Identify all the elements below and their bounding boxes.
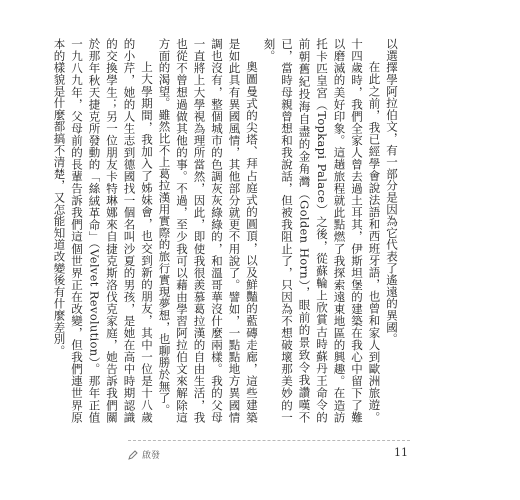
paragraph: 奧圖曼式的尖塔、拜占庭式的圓頂，以及鮮豔的藍磚走廊，這些建築是如此具有異國風情，其他部分就更不用說了。譬如，一點點地方異國情調也沒有，整個城市的色調灰灰綠綠的，和溫哥華沒什麼兩樣。我的父母一直將上大學視為理所當然，因此，即使我很羨慕葛拉漢的自由生活，我也從不曾想過做其他的事。不過，至少我可以藉由學習阿拉伯文來解除這方面的渴望。雖然比不上葛拉漢用實際的旅行實現夢想，也聊勝於無了。 (157, 38, 259, 423)
running-footer (128, 448, 160, 461)
pen-icon (128, 450, 138, 460)
paragraph: 在此之前，我已經學會說法語和西班牙語，也曾和家人到歐洲旅遊。十四歲時，我們全家人曾去過土耳其，伊斯坦堡的建築在我心中留下了難以磨滅的美好印象。這趟旅程就此點燃了我探索遠東地區的興趣。在造訪托卡匹皇宮（Topkapi Palace）之後，從蘇輪上欣賞古時蘇丹王命令的前朝舊紀投海自盡的金角灣（Golden Horn），眼前的景致令我讚嘆不已，當時母親曾想和我說話，但被我阻止了，只因為不想破壞那美妙的一刻。 (262, 38, 382, 423)
section-label: 啟發 (142, 451, 161, 461)
paragraph: 上大學期間，我加入了姊妹會，也交到新的朋友，其中一位是十八歲的小芹，她的人生志到德國找一個名叫沙夏的男孩，是她在高中時期認識的交換學生；另一位朋友卡特琳娜來自捷克斯洛伐克家庭，她告訴我們關於那年秋天捷克所發動的「絲絨革命」（Velvet Revolution）。那年正值一九八九年，父母前的長輩告訴我們這個世界正在改變，但我們連世界原本的樣貌是什麼都搞不清楚，又怎能知道改變後有什麼差別。 (52, 38, 154, 423)
paragraph: 以選擇學阿拉伯文，有一部分是因為它代表了遙遠的異國。 (385, 38, 399, 345)
footer-divider (128, 440, 410, 441)
page-body-text (50, 38, 400, 423)
page-number: 11 (394, 446, 408, 459)
